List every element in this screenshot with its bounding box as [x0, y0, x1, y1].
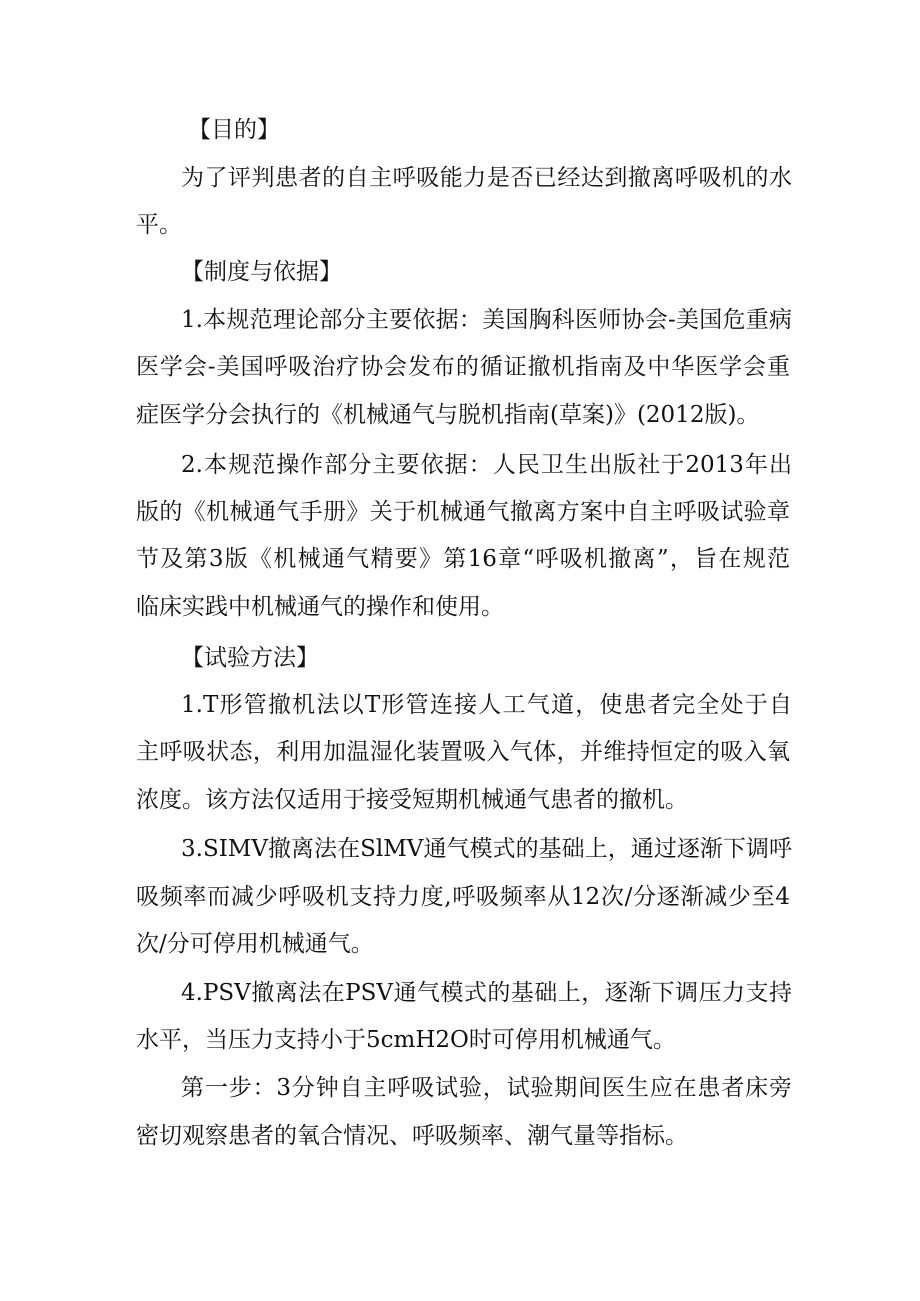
basis-item-1-line-3: 症医学分会执行的《机械通气与脱机指南(草案)》(2012版)。: [136, 402, 760, 428]
basis-item-2-line-3: 节及第3版《机械通气精要》第16章“呼吸机撤离”，旨在规范: [136, 546, 790, 572]
basis-item-2-line-4: 临床实践中机械通气的操作和使用。: [136, 594, 504, 620]
method-item-1-line-1: 1.T形管撤机法以T形管连接人工气道，使患者完全处于自: [181, 692, 792, 718]
purpose-paragraph-line-2: 平。: [136, 212, 182, 238]
method-step-1-line-1: 第一步：3分钟自主呼吸试验，试验期间医生应在患者床旁: [181, 1075, 792, 1101]
method-item-4-line-2: 水平，当压力支持小于5cmH2O时可停用机械通气。: [136, 1027, 676, 1053]
method-item-4-line-1: 4.PSV撤离法在PSV通气模式的基础上，逐渐下调压力支持: [181, 980, 792, 1006]
method-item-3-line-1: 3.SIMV撤离法在SlMV通气模式的基础上，通过逐渐下调呼: [181, 836, 792, 862]
basis-item-1-line-1: 1.本规范理论部分主要依据：美国胸科医师协会-美国危重病: [181, 307, 792, 333]
purpose-paragraph-line-1: 为了评判患者的自主呼吸能力是否已经达到撤离呼吸机的水: [181, 165, 792, 191]
method-item-1-line-3: 浓度。该方法仅适用于接受短期机械通气患者的撤机。: [136, 787, 688, 813]
method-item-1-line-2: 主呼吸状态，利用加温湿化装置吸入气体，并维持恒定的吸入氧: [136, 739, 790, 765]
section-heading-basis: 【制度与依据】: [181, 259, 342, 285]
section-heading-method: 【试验方法】: [181, 645, 319, 671]
method-item-3-line-2: 吸频率而减少呼吸机支持力度,呼吸频率从12次/分逐渐减少至4: [136, 884, 790, 910]
section-heading-purpose: 【目的】: [188, 117, 280, 143]
basis-item-2-line-1: 2.本规范操作部分主要依据：人民卫生出版社于2013年出: [181, 452, 792, 478]
method-item-3-line-3: 次/分可停用机械通气。: [136, 931, 374, 957]
basis-item-2-line-2: 版的《机械通气手册》关于机械通气撤离方案中自主呼吸试验章: [136, 499, 790, 525]
basis-item-1-line-2: 医学会-美国呼吸治疗协会发布的循证撤机指南及中华医学会重: [136, 354, 790, 380]
method-step-1-line-2: 密切观察患者的氧合情况、呼吸频率、潮气量等指标。: [136, 1123, 688, 1149]
